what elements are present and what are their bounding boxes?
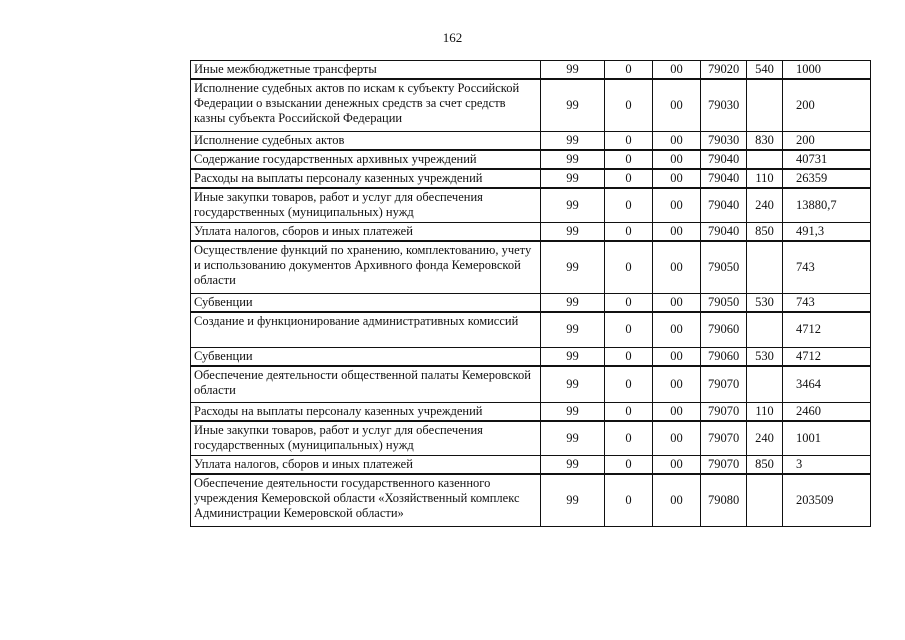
row-sum-cell: 203509: [783, 474, 871, 526]
row-expense-type-cell: [747, 150, 783, 169]
row-chapter-cell: 99: [541, 79, 605, 131]
row-subprogram-cell: 00: [653, 312, 701, 348]
row-subprogram-cell: 00: [653, 150, 701, 169]
row-expense-type-cell: 850: [747, 223, 783, 242]
row-name-cell: Осуществление функций по хранению, комплектованию, учету и использованию документов Архивного фонда Кемеровской области: [191, 241, 541, 293]
row-subprogram-cell: 00: [653, 61, 701, 80]
table-row: [191, 312, 871, 348]
row-program-cell: 0: [605, 169, 653, 188]
row-chapter-cell: 99: [541, 474, 605, 526]
row-chapter-cell: 99: [541, 312, 605, 348]
row-subprogram-cell: 00: [653, 402, 701, 421]
table-row: [191, 188, 871, 223]
row-program-cell: 0: [605, 474, 653, 526]
row-subprogram-cell: 00: [653, 293, 701, 312]
table-row: [191, 293, 871, 312]
row-code-cell: 79070: [701, 402, 747, 421]
row-code-cell: 79020: [701, 61, 747, 80]
table-row: [191, 223, 871, 242]
row-code-cell: 79080: [701, 474, 747, 526]
table-row: [191, 241, 871, 293]
table-row: [191, 421, 871, 456]
row-name-cell: Обеспечение деятельности государственного казенного учреждения Кемеровской области «Хозяйственный комплекс Администрации Кемеровской области»: [191, 474, 541, 526]
row-expense-type-cell: [747, 474, 783, 526]
row-name-cell: Исполнение судебных актов: [191, 131, 541, 150]
row-chapter-cell: 99: [541, 456, 605, 475]
row-sum-cell: 13880,7: [783, 188, 871, 223]
row-program-cell: 0: [605, 456, 653, 475]
row-sum-cell: 2460: [783, 402, 871, 421]
row-chapter-cell: 99: [541, 293, 605, 312]
row-sum-cell: 1000: [783, 61, 871, 80]
row-name-cell: Расходы на выплаты персоналу казенных учреждений: [191, 402, 541, 421]
row-subprogram-cell: 00: [653, 348, 701, 367]
row-code-cell: 79070: [701, 421, 747, 456]
row-chapter-cell: 99: [541, 366, 605, 402]
row-code-cell: 79050: [701, 293, 747, 312]
row-sum-cell: 743: [783, 293, 871, 312]
row-expense-type-cell: 830: [747, 131, 783, 150]
row-chapter-cell: 99: [541, 150, 605, 169]
row-expense-type-cell: 530: [747, 348, 783, 367]
row-name-cell: Субвенции: [191, 293, 541, 312]
table-row: [191, 402, 871, 421]
row-code-cell: 79060: [701, 348, 747, 367]
row-subprogram-cell: 00: [653, 421, 701, 456]
row-name-cell: Содержание государственных архивных учреждений: [191, 150, 541, 169]
page-number: 162: [442, 30, 463, 45]
row-expense-type-cell: [747, 79, 783, 131]
table-row: [191, 150, 871, 169]
row-subprogram-cell: 00: [653, 456, 701, 475]
row-name-cell: Расходы на выплаты персоналу казенных учреждений: [191, 169, 541, 188]
row-sum-cell: 1001: [783, 421, 871, 456]
row-name-cell: Субвенции: [191, 348, 541, 367]
row-sum-cell: 743: [783, 241, 871, 293]
row-expense-type-cell: 530: [747, 293, 783, 312]
row-program-cell: 0: [605, 402, 653, 421]
row-code-cell: 79040: [701, 169, 747, 188]
row-subprogram-cell: 00: [653, 241, 701, 293]
row-subprogram-cell: 00: [653, 79, 701, 131]
row-sum-cell: 200: [783, 79, 871, 131]
row-program-cell: 0: [605, 348, 653, 367]
row-subprogram-cell: 00: [653, 188, 701, 223]
table-row: [191, 131, 871, 150]
row-sum-cell: 491,3: [783, 223, 871, 242]
row-expense-type-cell: 240: [747, 188, 783, 223]
row-subprogram-cell: 00: [653, 474, 701, 526]
row-program-cell: 0: [605, 150, 653, 169]
row-program-cell: 0: [605, 241, 653, 293]
table-row: [191, 474, 871, 526]
row-name-cell: Обеспечение деятельности общественной палаты Кемеровской области: [191, 366, 541, 402]
row-expense-type-cell: 240: [747, 421, 783, 456]
row-sum-cell: 4712: [783, 348, 871, 367]
row-program-cell: 0: [605, 61, 653, 80]
row-subprogram-cell: 00: [653, 223, 701, 242]
row-expense-type-cell: 540: [747, 61, 783, 80]
row-expense-type-cell: [747, 241, 783, 293]
row-expense-type-cell: [747, 366, 783, 402]
row-subprogram-cell: 00: [653, 169, 701, 188]
table-row: [191, 61, 871, 80]
row-code-cell: 79050: [701, 241, 747, 293]
row-program-cell: 0: [605, 223, 653, 242]
row-chapter-cell: 99: [541, 241, 605, 293]
row-program-cell: 0: [605, 366, 653, 402]
row-chapter-cell: 99: [541, 131, 605, 150]
row-program-cell: 0: [605, 312, 653, 348]
row-chapter-cell: 99: [541, 421, 605, 456]
row-sum-cell: 3: [783, 456, 871, 475]
row-name-cell: Иные закупки товаров, работ и услуг для обеспечения государственных (муниципальных) нужд: [191, 421, 541, 456]
row-sum-cell: 40731: [783, 150, 871, 169]
row-chapter-cell: 99: [541, 223, 605, 242]
row-subprogram-cell: 00: [653, 131, 701, 150]
row-expense-type-cell: 110: [747, 402, 783, 421]
row-expense-type-cell: 110: [747, 169, 783, 188]
row-program-cell: 0: [605, 421, 653, 456]
row-code-cell: 79030: [701, 79, 747, 131]
row-chapter-cell: 99: [541, 61, 605, 80]
row-expense-type-cell: [747, 312, 783, 348]
table-row: [191, 169, 871, 188]
table-row: [191, 366, 871, 402]
row-name-cell: Уплата налогов, сборов и иных платежей: [191, 456, 541, 475]
row-program-cell: 0: [605, 79, 653, 131]
row-sum-cell: 4712: [783, 312, 871, 348]
row-program-cell: 0: [605, 293, 653, 312]
row-code-cell: 79030: [701, 131, 747, 150]
row-chapter-cell: 99: [541, 169, 605, 188]
row-sum-cell: 26359: [783, 169, 871, 188]
row-code-cell: 79040: [701, 188, 747, 223]
row-subprogram-cell: 00: [653, 366, 701, 402]
row-name-cell: Уплата налогов, сборов и иных платежей: [191, 223, 541, 242]
row-chapter-cell: 99: [541, 188, 605, 223]
row-name-cell: Иные межбюджетные трансферты: [191, 61, 541, 80]
row-sum-cell: 200: [783, 131, 871, 150]
row-code-cell: 79040: [701, 223, 747, 242]
row-program-cell: 0: [605, 131, 653, 150]
row-sum-cell: 3464: [783, 366, 871, 402]
table-row: [191, 79, 871, 131]
row-name-cell: Создание и функционирование административных комиссий: [191, 312, 541, 348]
row-name-cell: Иные закупки товаров, работ и услуг для обеспечения государственных (муниципальных) нужд: [191, 188, 541, 223]
row-code-cell: 79070: [701, 456, 747, 475]
row-chapter-cell: 99: [541, 348, 605, 367]
row-expense-type-cell: 850: [747, 456, 783, 475]
row-code-cell: 79070: [701, 366, 747, 402]
row-name-cell: Исполнение судебных актов по искам к субъекту Российской Федерации о взыскании денежных средств за счет средств казны субъекта Российской Федерации: [191, 79, 541, 131]
row-chapter-cell: 99: [541, 402, 605, 421]
row-code-cell: 79060: [701, 312, 747, 348]
table-row: [191, 348, 871, 367]
row-code-cell: 79040: [701, 150, 747, 169]
table-row: [191, 456, 871, 475]
budget-table: [190, 60, 871, 527]
row-program-cell: 0: [605, 188, 653, 223]
